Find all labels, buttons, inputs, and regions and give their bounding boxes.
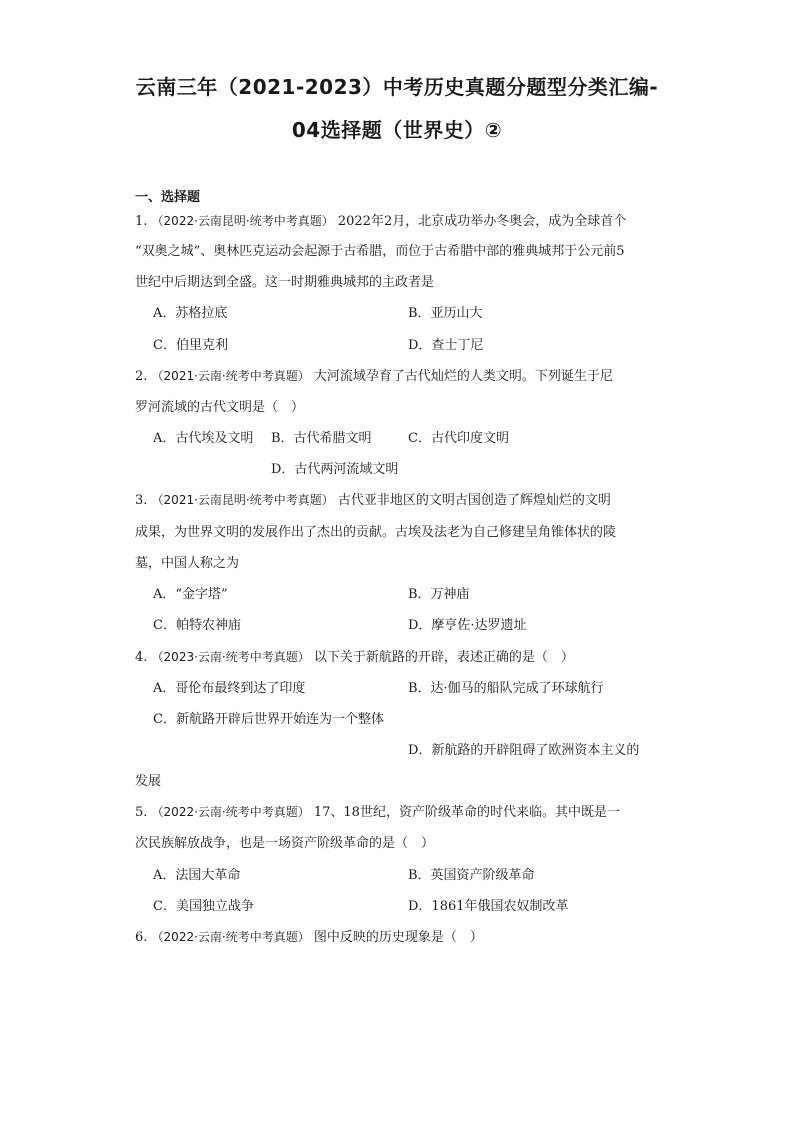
option-a[interactable]: A．哥伦布最终到达了印度 [153, 681, 306, 696]
question-text: 2022年2月，北京成功举办冬奥会，成为全球首个 [337, 214, 627, 229]
option-d[interactable]: D．古代两河流域文明 [271, 462, 399, 477]
question-text: 以下关于新航路的开辟，表述正确的是（ ） [313, 650, 574, 665]
question-stem-line [135, 651, 574, 664]
question-text: 次民族解放战争，也是一场资产阶级革命的是（ ） [135, 836, 435, 851]
question-number: 2. [135, 369, 148, 384]
question-text: 大河流域孕育了古代灿烂的人类文明。下列诞生于尼 [313, 369, 613, 384]
question-source: （2022·云南·统考中考真题） [151, 805, 310, 819]
doc-title-line1: 云南三年（2021-2023）中考历史真题分题型分类汇编- [135, 75, 659, 99]
option-c[interactable]: C．古代印度文明 [408, 431, 509, 446]
question-text: 图中反映的历史现象是（ ） [313, 930, 483, 945]
question-stem-line [135, 806, 620, 819]
option-c[interactable]: C．美国独立战争 [153, 899, 254, 914]
option-d-continued: 发展 [135, 774, 162, 789]
option-b[interactable]: B．万神庙 [408, 587, 470, 602]
option-b[interactable]: B．古代希腊文明 [271, 431, 372, 446]
question-stem-line [135, 494, 611, 507]
option-d[interactable]: D．查士丁尼 [408, 338, 484, 353]
section-heading: 一、选择题 [135, 190, 201, 205]
question-source: （2022·云南·统考中考真题） [151, 930, 310, 944]
question-number: 4. [135, 650, 148, 665]
option-d[interactable]: D．新航路的开辟阻碍了欧洲资本主义的 [408, 743, 640, 758]
question-source: （2022·云南昆明·统考中考真题） [151, 214, 334, 228]
option-c[interactable]: C．新航路开辟后世界开始连为一个整体 [153, 712, 384, 727]
question-text: 17、18世纪，资产阶级革命的时代来临。其中既是一 [313, 805, 620, 820]
question-number: 6. [135, 930, 148, 945]
question-text: “双奥之城”、奥林匹克运动会起源于古希腊，而位于古希腊中部的雅典城邦于公元前5 [135, 244, 625, 259]
option-a[interactable]: A．法国大革命 [153, 868, 241, 883]
option-b[interactable]: B．亚历山大 [408, 306, 483, 321]
question-text: 世纪中后期达到全盛。这一时期雅典城邦的主政者是 [135, 275, 435, 290]
option-a[interactable]: A．古代埃及文明 [153, 431, 254, 446]
option-a[interactable]: A．“金字塔” [153, 587, 228, 602]
doc-title-line2: 04选择题（世界史）② [291, 118, 503, 142]
question-number: 3. [135, 493, 148, 508]
question-text: 罗河流域的古代文明是（ ） [135, 400, 305, 415]
question-stem-line [135, 931, 483, 944]
option-b[interactable]: B．英国资产阶级革命 [408, 868, 535, 883]
question-number: 5. [135, 805, 148, 820]
question-stem-line [135, 370, 613, 383]
question-number: 1. [135, 214, 148, 229]
question-text: 成果，为世界文明的发展作出了杰出的贡献。古埃及法老为自己修建呈角锥体状的陵 [135, 525, 617, 540]
question-source: （2021·云南昆明·统考中考真题） [151, 493, 334, 507]
question-stem-line [135, 215, 626, 228]
option-d[interactable]: D．1861年俄国农奴制改革 [408, 899, 569, 914]
question-text: 古代亚非地区的文明古国创造了辉煌灿烂的文明 [337, 493, 611, 508]
option-d[interactable]: D．摩亨佐·达罗遗址 [408, 618, 527, 633]
option-c[interactable]: C．伯里克利 [153, 338, 228, 353]
option-b[interactable]: B．达·伽马的船队完成了环球航行 [408, 681, 604, 696]
question-source: （2023·云南·统考中考真题） [151, 650, 310, 664]
question-text: 墓，中国人称之为 [135, 556, 240, 571]
option-a[interactable]: A．苏格拉底 [153, 306, 228, 321]
option-c[interactable]: C．帕特农神庙 [153, 618, 241, 633]
question-source: （2021·云南·统考中考真题） [151, 369, 310, 383]
